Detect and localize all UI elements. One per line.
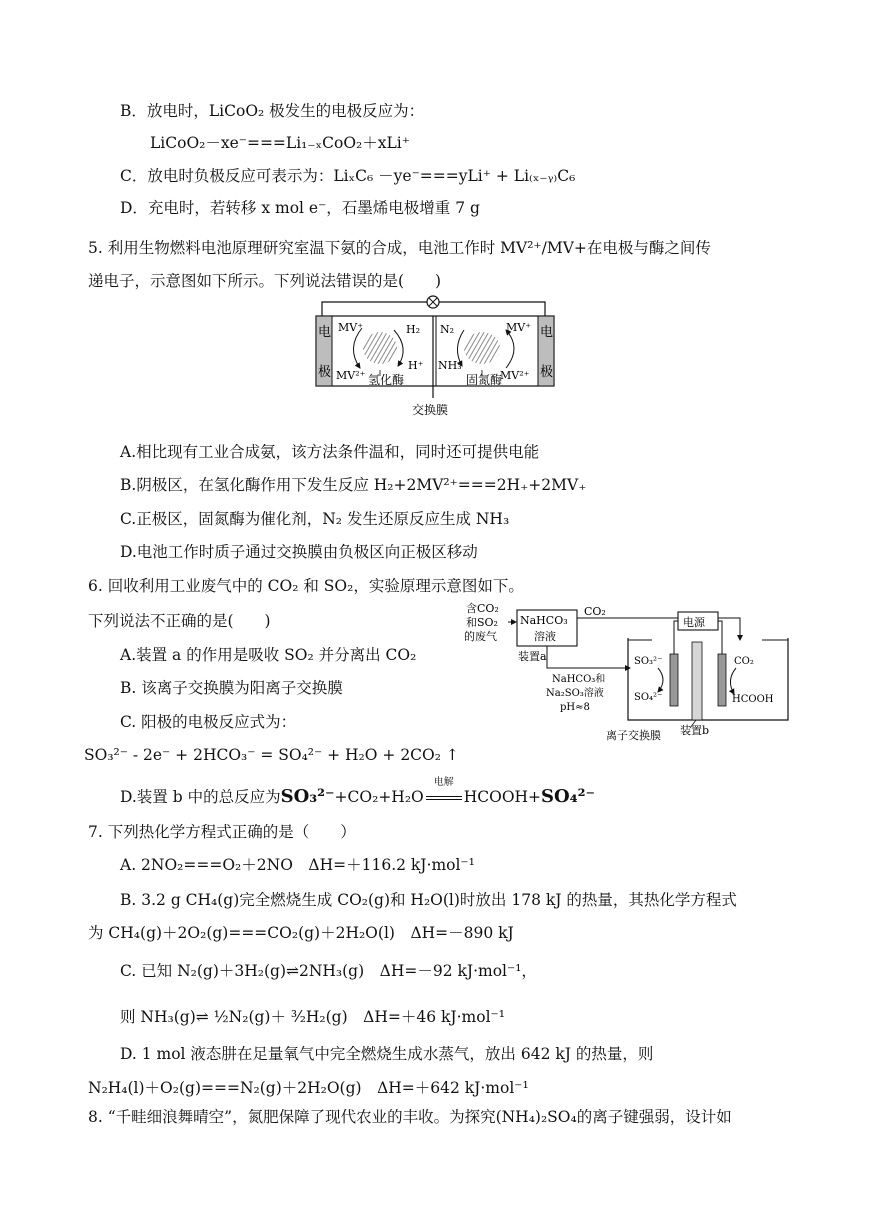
right-electrode-top: 电 xyxy=(540,325,554,340)
device-a-label: 装置a xyxy=(518,650,547,663)
left-electrode-top: 电 xyxy=(318,325,332,340)
mv-plus-left: MV⁺ xyxy=(338,321,364,334)
nitrogenase-label: 固氮酶 xyxy=(466,373,503,387)
sulfate-ion: SO₄²⁻ xyxy=(541,786,595,807)
q5-stem-line2: 递电子，示意图如下所示。下列说法错误的是( ) xyxy=(88,272,442,290)
q6-stem-line1: 6. 回收利用工业废气中的 CO₂ 和 SO₂，实验原理示意图如下。 xyxy=(88,577,524,595)
q5-option-c: C.正极区，固氮酶为催化剂，N₂ 发生还原反应生成 NH₃ xyxy=(120,510,510,528)
q4-option-c: C．放电时负极反应可表示为：LiₓC₆ －ye⁻===yLi⁺ + Li₍ₓ₋ᵧ₎C₆ xyxy=(120,167,576,185)
q6-option-d xyxy=(120,777,595,808)
right-electrode-bottom: 极 xyxy=(540,365,554,380)
solution-line2: Na₂SO₃溶液 xyxy=(546,688,604,699)
q5-stem-line1: 5. 利用生物燃料电池原理研究室温下氨的合成，电池工作时 MV²⁺/MV+在电极与酶之间传 xyxy=(88,239,711,257)
so4-label: SO₄²⁻ xyxy=(634,692,663,703)
co2-top-label: CO₂ xyxy=(584,605,606,618)
q6-option-a: A.装置 a 的作用是吸收 SO₂ 并分离出 CO₂ xyxy=(120,646,417,664)
exchange-membrane-label: 交换膜 xyxy=(412,403,449,417)
electrolysis-condition: 电解 xyxy=(433,777,454,788)
q8-stem: 8. “千畦细浪舞晴空”，氮肥保障了现代农业的丰收。为探究(NH₄)₂SO₄的离子键强弱，设计如 xyxy=(88,1108,732,1126)
solution-line1: NaHCO₃和 xyxy=(552,674,606,685)
nitrogenase-enzyme xyxy=(464,332,500,364)
q4-option-d: D．充电时，若转移 x mol e⁻，石墨烯电极增重 7 g xyxy=(120,199,480,217)
left-electrode-bottom: 极 xyxy=(318,365,332,380)
n2-label: N₂ xyxy=(440,323,455,336)
q7-option-c-line2: 则 NH₃(g)⇌ ½N₂(g)＋ ³⁄₂H₂(g) ΔH=＋46 kJ·mol⁻¹ xyxy=(120,1008,505,1026)
q7-stem: 7. 下列热化学方程式正确的是（ ） xyxy=(88,823,356,841)
nh3-label: NH₃ xyxy=(438,359,462,372)
co2-right-label: CO₂ xyxy=(734,656,754,667)
q7-option-a: A. 2NO₂===O₂＋2NO ΔH=＋116.2 kJ·mol⁻¹ xyxy=(120,856,475,874)
power-label: 电源 xyxy=(683,616,705,629)
q4-option-b: B．放电时，LiCoO₂ 极发生的电极反应为： xyxy=(120,102,425,120)
waste-gas-line3: 的废气 xyxy=(464,630,497,643)
waste-gas-line2: 和SO₂ xyxy=(466,616,498,629)
mv-plus-right: MV⁺ xyxy=(506,321,532,334)
q6-option-d-prefix: D.装置 b 中的总反应为 xyxy=(120,788,281,806)
q6-option-c: C. 阳极的电极反应式为： xyxy=(120,713,297,731)
q7-option-c-line1: C. 已知 N₂(g)＋3H₂(g)⇌2NH₃(g) ΔH=－92 kJ·mol⁻¹， xyxy=(120,962,537,980)
q6-stem-line2: 下列说法不正确的是( ) xyxy=(88,612,271,630)
ph-label: pH≈8 xyxy=(560,702,590,713)
h2-label: H₂ xyxy=(406,323,421,336)
mv2-right: MV²⁺ xyxy=(500,369,530,382)
q6-option-c-equation: SO₃²⁻ - 2e⁻ + 2HCO₃⁻ = SO₄²⁻ + H₂O + 2CO₂ ↑ xyxy=(84,746,459,764)
ion-exchange-membrane xyxy=(692,642,702,720)
nahco3-box-line2: 溶液 xyxy=(534,630,556,643)
q7-option-b-line1: B. 3.2 g CH₄(g)完全燃烧生成 CO₂(g)和 H₂O(l)时放出 178 kJ 的热量，其热化学方程式 xyxy=(120,891,737,909)
q7-option-d-line2: N₂H₄(l)＋O₂(g)===N₂(g)＋2H₂O(g) ΔH=＋642 kJ·mol⁻¹ xyxy=(88,1079,529,1097)
q7-option-d-line1: D. 1 mol 液态肼在足量氧气中完全燃烧生成水蒸气，放出 642 kJ 的热量，则 xyxy=(120,1045,654,1063)
q6-recovery-diagram xyxy=(462,598,792,746)
q6-option-d-middle: +CO₂+H₂O xyxy=(334,788,424,806)
q6-option-d-suffix: HCOOH+ xyxy=(463,788,542,806)
q6-option-b: B. 该离子交换膜为阳离子交换膜 xyxy=(120,679,343,697)
nahco3-box-line1: NaHCO₃ xyxy=(520,614,568,627)
membrane-label: 离子交换膜 xyxy=(606,729,661,742)
bulb-icon xyxy=(427,296,439,308)
q5-fuel-cell-diagram xyxy=(300,290,570,420)
hydrogenase-label: 氢化酶 xyxy=(368,373,405,387)
hydrogenase-enzyme xyxy=(363,332,397,364)
q5-option-a: A.相比现有工业合成氨，该方法条件温和，同时还可提供电能 xyxy=(120,443,540,461)
q5-option-b: B.阴极区，在氢化酶作用下发生反应 H₂+2MV²⁺===2H₊+2MV₊ xyxy=(120,476,587,494)
q7-option-b-line2: 为 CH₄(g)＋2O₂(g)===CO₂(g)＋2H₂O(l) ΔH=－890 kJ xyxy=(88,924,514,942)
q5-option-d: D.电池工作时质子通过交换膜由负极区向正极区移动 xyxy=(120,543,478,561)
h-plus-label: H⁺ xyxy=(408,359,424,372)
mv2-left: MV²⁺ xyxy=(336,369,366,382)
electrolysis-sign xyxy=(426,777,462,808)
waste-gas-line1: 含CO₂ xyxy=(466,602,499,615)
device-b-cell xyxy=(628,638,788,720)
hcooh-label: HCOOH xyxy=(732,694,774,705)
device-b-label: 装置b xyxy=(680,724,710,737)
q4-option-b-equation: LiCoO₂－xe⁻===Li₁₋ₓCoO₂＋xLi⁺ xyxy=(150,134,410,152)
sulfite-ion: SO₃²⁻ xyxy=(280,786,335,807)
so3-label: SO₃²⁻ xyxy=(634,656,663,667)
